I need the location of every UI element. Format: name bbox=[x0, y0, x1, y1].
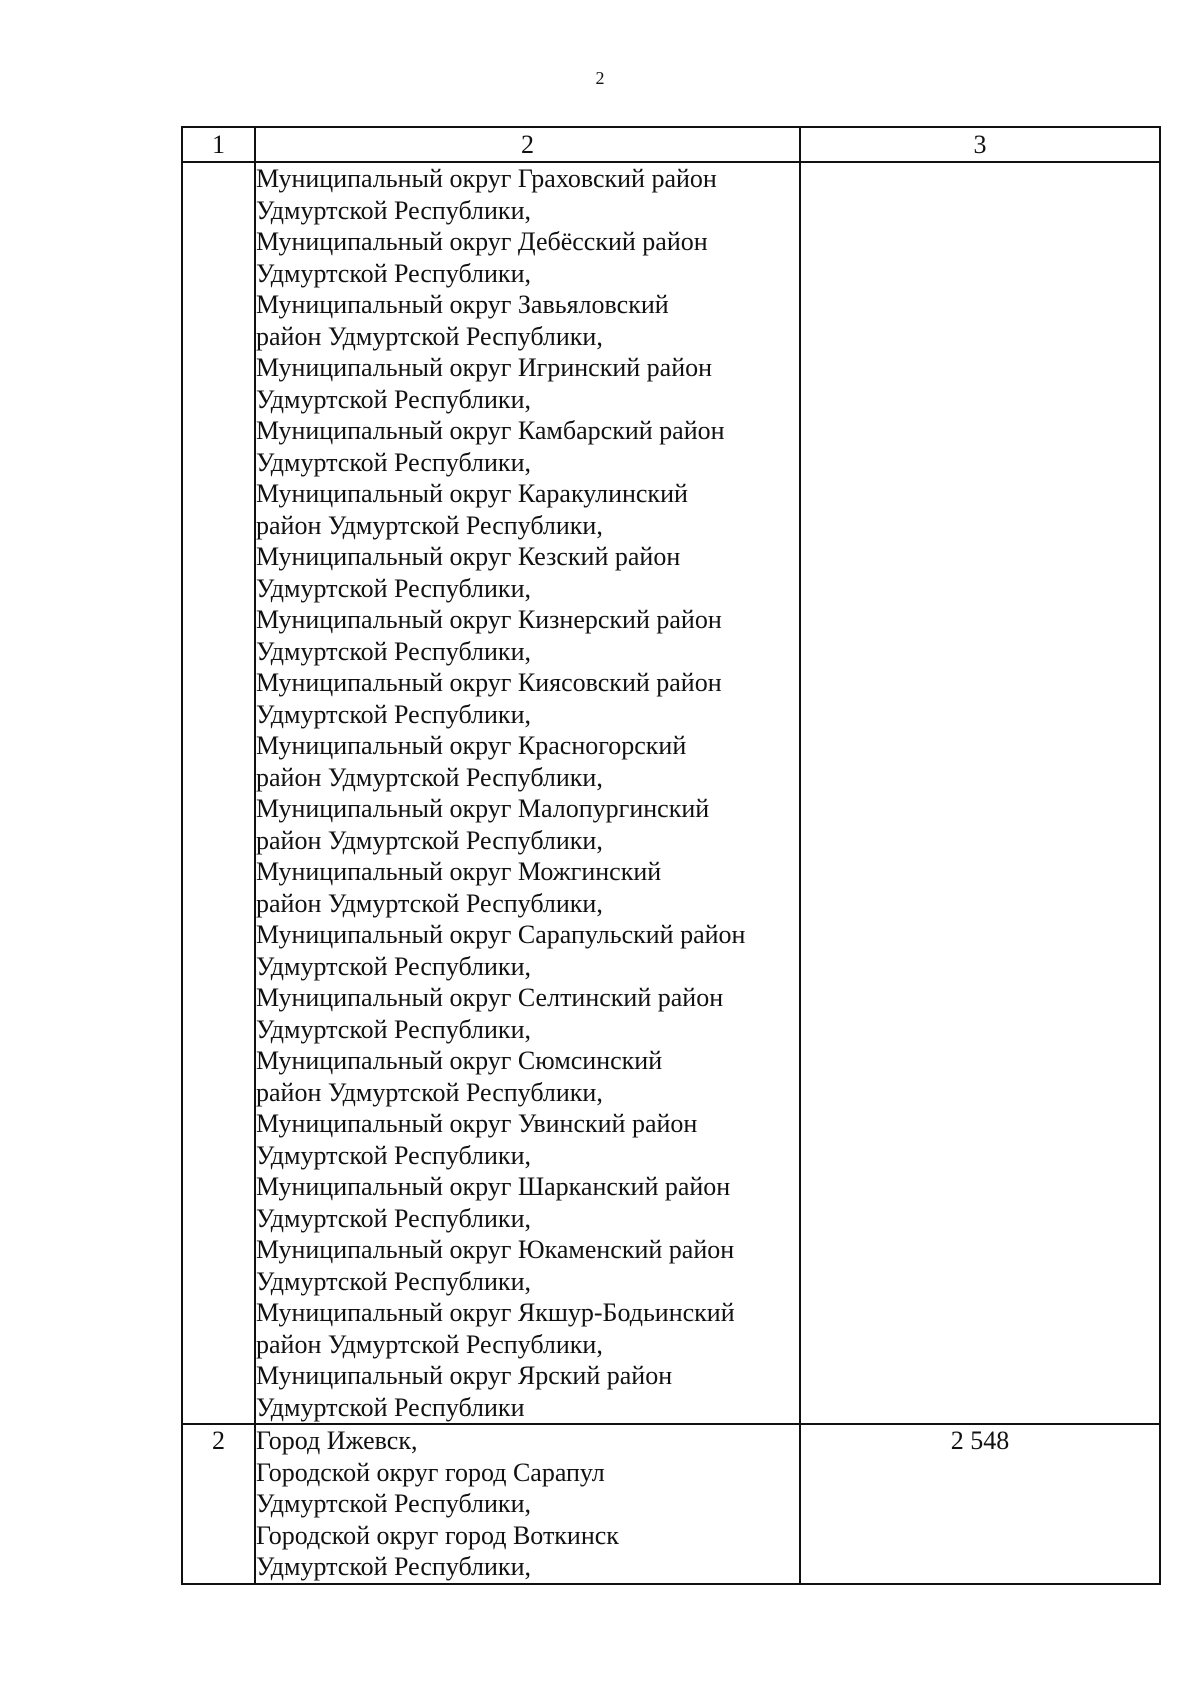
municipality-line: Муниципальный округ Завьяловский bbox=[256, 290, 669, 319]
municipality-line: Удмуртской Республики, bbox=[256, 1552, 531, 1581]
municipality-line: район Удмуртской Республики, bbox=[256, 321, 603, 351]
municipality-line: район Удмуртской Республики, bbox=[256, 888, 603, 918]
municipality-line: Муниципальный округ Якшур-Бодьинский bbox=[256, 1298, 735, 1327]
municipality-line: Муниципальный округ Камбарский район bbox=[256, 416, 725, 445]
municipality-line: Муниципальный округ Селтинский район bbox=[256, 983, 724, 1012]
municipality-line: Муниципальный округ Увинский район bbox=[256, 1109, 698, 1138]
municipality-line: Муниципальный округ Красногорский bbox=[256, 731, 687, 760]
table-header-row bbox=[182, 127, 1160, 162]
header-col-2: 2 bbox=[255, 127, 800, 162]
municipality-line: Удмуртской Республики, bbox=[256, 1014, 531, 1044]
municipality-line: Удмуртской Республики, bbox=[256, 1489, 531, 1518]
municipality-line: Удмуртской Республики, bbox=[256, 573, 531, 603]
municipality-line: Муниципальный округ Сарапульский район bbox=[256, 920, 746, 949]
municipality-line: Удмуртской Республики, bbox=[256, 1140, 531, 1170]
municipality-list-cell bbox=[255, 162, 800, 1424]
municipality-line: Удмуртской Республики, bbox=[256, 447, 531, 477]
municipality-line: район Удмуртской Республики, bbox=[256, 825, 603, 855]
municipality-line: Удмуртской Республики, bbox=[256, 636, 531, 666]
municipality-line: Муниципальный округ Киясовский район bbox=[256, 668, 722, 697]
municipality-line: Городской округ город Воткинск bbox=[256, 1520, 619, 1550]
municipality-line: Муниципальный округ Каракулинский bbox=[256, 479, 688, 508]
municipality-line: Муниципальный округ Дебёсский район bbox=[256, 227, 708, 256]
value-cell bbox=[800, 162, 1160, 1424]
municipality-line: Муниципальный округ Шарканский район bbox=[256, 1172, 731, 1201]
municipality-line: Муниципальный округ Кизнерский район bbox=[256, 605, 722, 634]
table-row bbox=[182, 1424, 1160, 1584]
municipality-line: район Удмуртской Республики, bbox=[256, 762, 603, 792]
municipality-line: Муниципальный округ Кезский район bbox=[256, 542, 681, 571]
municipality-line: Город Ижевск, bbox=[256, 1426, 418, 1455]
municipality-line: Муниципальный округ Малопургинский bbox=[256, 794, 710, 823]
municipality-list-cell bbox=[255, 1424, 800, 1584]
value-cell: 2 548 bbox=[800, 1424, 1160, 1584]
municipality-line: Удмуртской Республики, bbox=[256, 384, 531, 414]
row-number-cell: 2 bbox=[182, 1424, 255, 1584]
municipality-line: Удмуртской Республики, bbox=[256, 1203, 531, 1233]
municipality-line: Муниципальный округ Юкаменский район bbox=[256, 1235, 735, 1264]
municipality-line: Муниципальный округ Сюмсинский bbox=[256, 1046, 663, 1075]
municipality-line: Удмуртской Республики, bbox=[256, 258, 531, 288]
page-number: 2 bbox=[595, 68, 605, 88]
municipality-line: район Удмуртской Республики, bbox=[256, 1077, 603, 1107]
header-col-1: 1 bbox=[182, 127, 255, 162]
municipality-line: Муниципальный округ Можгинский bbox=[256, 857, 662, 886]
municipality-line: Городской округ город Сарапул bbox=[256, 1457, 605, 1487]
municipality-line: Муниципальный округ Граховский район bbox=[256, 164, 717, 193]
allocation-table bbox=[181, 126, 1161, 1585]
municipality-line: Муниципальный округ Ярский район bbox=[256, 1361, 673, 1390]
municipality-line: Удмуртской Республики, bbox=[256, 699, 531, 729]
row-number-cell bbox=[182, 162, 255, 1424]
municipality-line: Удмуртской Республики, bbox=[256, 951, 531, 981]
header-col-3: 3 bbox=[800, 127, 1160, 162]
table-row bbox=[182, 162, 1160, 1424]
municipality-line: Удмуртской Республики bbox=[256, 1392, 525, 1422]
municipality-line: Удмуртской Республики, bbox=[256, 1266, 531, 1296]
municipality-line: Удмуртской Республики, bbox=[256, 195, 531, 225]
municipality-line: район Удмуртской Республики, bbox=[256, 1329, 603, 1359]
municipality-line: Муниципальный округ Игринский район bbox=[256, 353, 713, 382]
municipality-line: район Удмуртской Республики, bbox=[256, 510, 603, 540]
